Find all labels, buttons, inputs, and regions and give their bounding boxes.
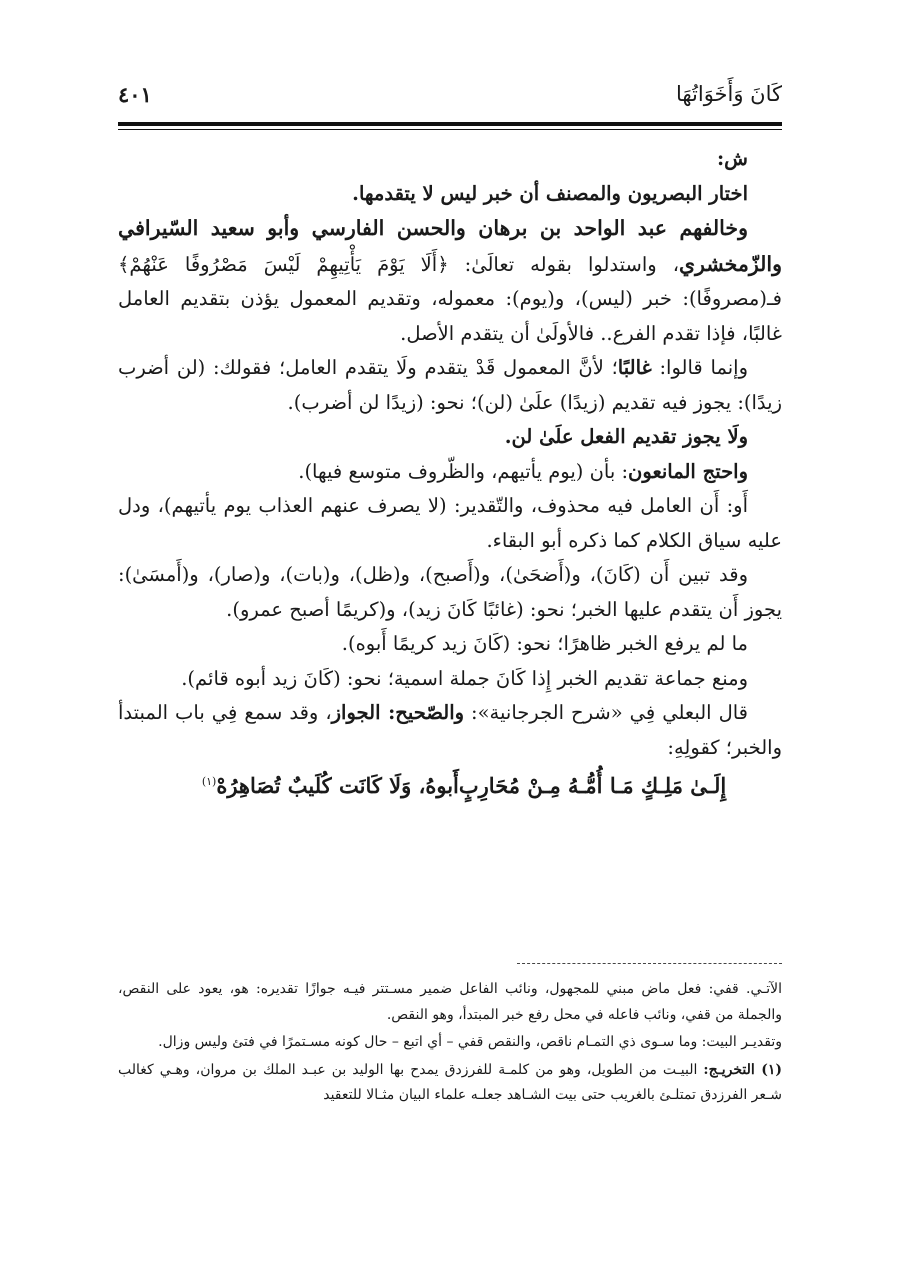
bold-phrase: التخريـج: [703, 1061, 762, 1078]
footnote-number: (١) [761, 1061, 783, 1078]
poetry-verse [118, 765, 782, 804]
paragraph [118, 696, 782, 765]
footnote-separator [517, 963, 782, 964]
paragraph: ومنع جماعة تقديم الخبر إِذا كَانَ جملة اسمية؛ نحو: (كَانَ زيد أبوه قائم). [181, 666, 748, 690]
footnote-reference: (١) [201, 775, 217, 788]
footnote-text: البيـت من الطويل، وهو من كلمـة للفرزدق يمدح بها الوليد بن عبـد الملك بن مروان، وهـي كغالب شـعر الفرزدق تمتلـئ بالغريب حتى بيت الشـاهد جعلـه علماء البيان مثـالا للتعقيد [118, 1061, 782, 1103]
paragraph [118, 351, 782, 420]
paragraph: ولَا يجوز تقديم الفعل علَىٰ لن. [504, 425, 748, 448]
page-header [118, 80, 782, 120]
bold-phrase: واحتج المانعون [628, 459, 748, 483]
main-text [118, 142, 782, 804]
paragraph: وقد تبين أَن (كَانَ)، و(أَضحَىٰ)، و(أَصبح)، و(ظل)، و(بات)، و(صار)، و(أَمسَىٰ): يجوز أَن يتقدم عليها الخبر؛ نحو: (غائبًا كَانَ زيد)، و(كريمًا أصبح عمرو). [118, 563, 782, 621]
paragraph-text: قال البعلي فِي «شرح الجرجانية»: [464, 701, 749, 724]
paragraph: أَو: أَن العامل فيه محذوف، والتّقدير: (لا يصرف عنهم العذاب يوم يأتيهم)، ودل عليه سياق الكلام كما ذكره أبو البقاء. [118, 494, 782, 552]
bold-phrase: غالبًا [617, 356, 652, 379]
paragraph-text: ، واستدلوا بقوله تعالَىٰ: ﴿أَلَا يَوْمَ يَأْتِيهِمْ لَيْسَ مَصْرُوفًا عَنْهُمْ﴾ فـ(مصروفًا): خبر (ليس)، و(يوم): معموله، وتقديم المعمول يؤذن بتقديم العامل غالبًا، فإذا تقدم الفرع.. فالأولَىٰ أن يتقدم الأصل. [118, 252, 782, 345]
running-title: كَانَ وَأَخَوَاتُهَا [675, 82, 782, 106]
verse-second-hemistich-text: أَبوهُ، وَلَا كَانَت كُلَيبٌ تُصَاهِرُهْ [216, 773, 459, 798]
header-rule-thin [118, 129, 782, 130]
paragraph [118, 455, 782, 490]
verse-first-hemistich: إِلَـىٰ مَلِـكٍ مَـا أُمُّـهُ مِـنْ مُحَارِبٍ [458, 773, 727, 798]
paragraph [118, 211, 782, 351]
paragraph: ما لم يرفع الخبر ظاهرًا؛ نحو: (كَانَ زيد كريمًا أَبوه). [341, 632, 748, 655]
header-rule-thick [118, 122, 782, 126]
footnote: وتقديـر البيت: وما سـوى ذي التمـام ناقص، والنقص قفي – أي اتبع – حال كونه مسـتمرًا في فتئ وليس وزال. [158, 1034, 782, 1050]
bold-phrase: وخالفهم عبد الواحد بن برهان والحسن الفارسي وأبو سعيد السّيرافي والزّمخشري [118, 216, 782, 276]
footnote: الآتـي. قفي: فعل ماض مبني للمجهول، ونائب الفاعل ضمير مسـتتر فيـه جوازًا تقديره: هو، يعود على النقص، والجملة من قفي، ونائب فاعله في محل رفع خبر المبتدأ، وهو النقص. [118, 981, 782, 1023]
paragraph-text: : بأن (يوم يأتيهم، والظّروف متوسع فيها). [298, 459, 629, 483]
paragraph-text: ؛ لأنَّ المعمول قَدْ يتقدم ولَا يتقدم العامل؛ فقولك: (لن أضرب زيدًا): يجوز فيه تقديم (زيدًا) علَىٰ (لن)؛ نحو: (زيدًا لن أضرب). [118, 356, 782, 414]
paragraph-text: وإنما قالوا: [651, 356, 748, 379]
paragraph: اختار البصريون والمصنف أن خبر ليس لا يتقدمها. [352, 181, 748, 205]
verse-second-hemistich [202, 765, 459, 804]
footnotes [118, 977, 782, 1111]
page-number: ٤٠١ [118, 82, 152, 107]
paragraph-text: ، وقد سمع فِي باب المبتدأ والخبر؛ كقولِهِ: [118, 701, 782, 759]
paragraph-label: ش: [716, 147, 748, 170]
bold-phrase: والصّحيح: الجواز [331, 701, 465, 724]
footnote [118, 1058, 782, 1109]
